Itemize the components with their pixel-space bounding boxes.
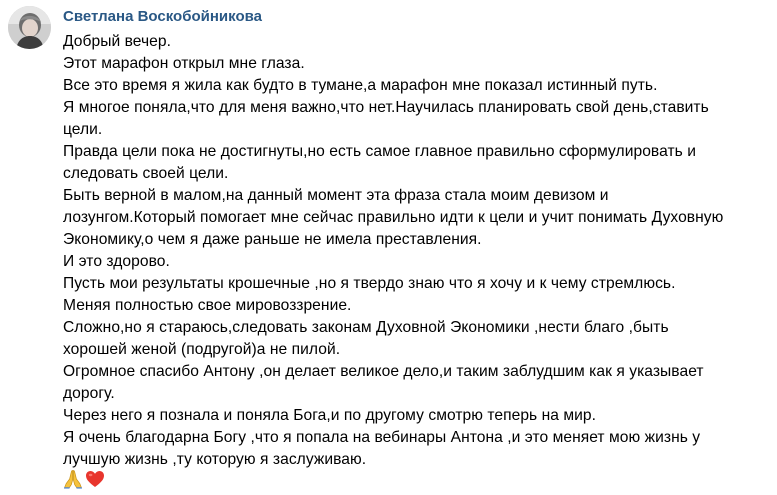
- comment-text: [63, 31, 775, 471]
- text-line: Быть верной в малом,на данный момент эта фраза стала моим девизом и: [63, 187, 609, 204]
- text-line: Экономику,о чем я даже раньше не имела преставления.: [63, 231, 482, 248]
- text-line: Этот марафон открыл мне глаза.: [63, 55, 305, 72]
- heart-icon: [85, 469, 105, 489]
- text-line: Через него я познала и поняла Бога,и по другому смотрю теперь на мир.: [63, 407, 597, 424]
- text-line: лозунгом.Который помогает мне сейчас правильно идти к цели и учит понимать Духовную: [63, 209, 724, 226]
- text-line: И это здорово.: [63, 253, 170, 270]
- text-line: дорогу.: [63, 385, 115, 402]
- text-line: Добрый вечер.: [63, 33, 171, 50]
- text-line: следовать своей цели.: [63, 165, 229, 182]
- text-line: Правда цели пока не достигнуты,но есть самое главное правильно сформулировать и: [63, 143, 696, 160]
- text-line: лучшую жизнь ,ту которую я заслуживаю.: [63, 451, 367, 468]
- author-name[interactable]: Светлана Воскобойникова: [63, 8, 262, 25]
- text-line: хорошей женой (подругой)а не пилой.: [63, 341, 341, 358]
- avatar[interactable]: [8, 6, 51, 49]
- text-line: Пусть мои результаты крошечные ,но я твердо знаю что я хочу и к чему стремлюсь.: [63, 275, 676, 292]
- text-line: Все это время я жила как будто в тумане,а марафон мне показал истинный путь.: [63, 77, 658, 94]
- text-line: Огромное спасибо Антону ,он делает великое дело,и таким заблудшим как я указывает: [63, 363, 704, 380]
- text-line: Меняя полностью свое мировоззрение.: [63, 297, 352, 314]
- text-line: цели.: [63, 121, 103, 138]
- text-line: Сложно,но я стараюсь,следовать законам Духовной Экономики ,нести благо ,быть: [63, 319, 669, 336]
- text-line: Я многое поняла,что для меня важно,что нет.Научилась планировать свой день,ставить: [63, 99, 709, 116]
- emoji-row: [63, 469, 105, 489]
- avatar-photo-icon: [8, 6, 51, 49]
- praying-hands-icon: [63, 469, 83, 489]
- text-line: Я очень благодарна Богу ,что я попала на вебинары Антона ,и это меняет мою жизнь у: [63, 429, 701, 446]
